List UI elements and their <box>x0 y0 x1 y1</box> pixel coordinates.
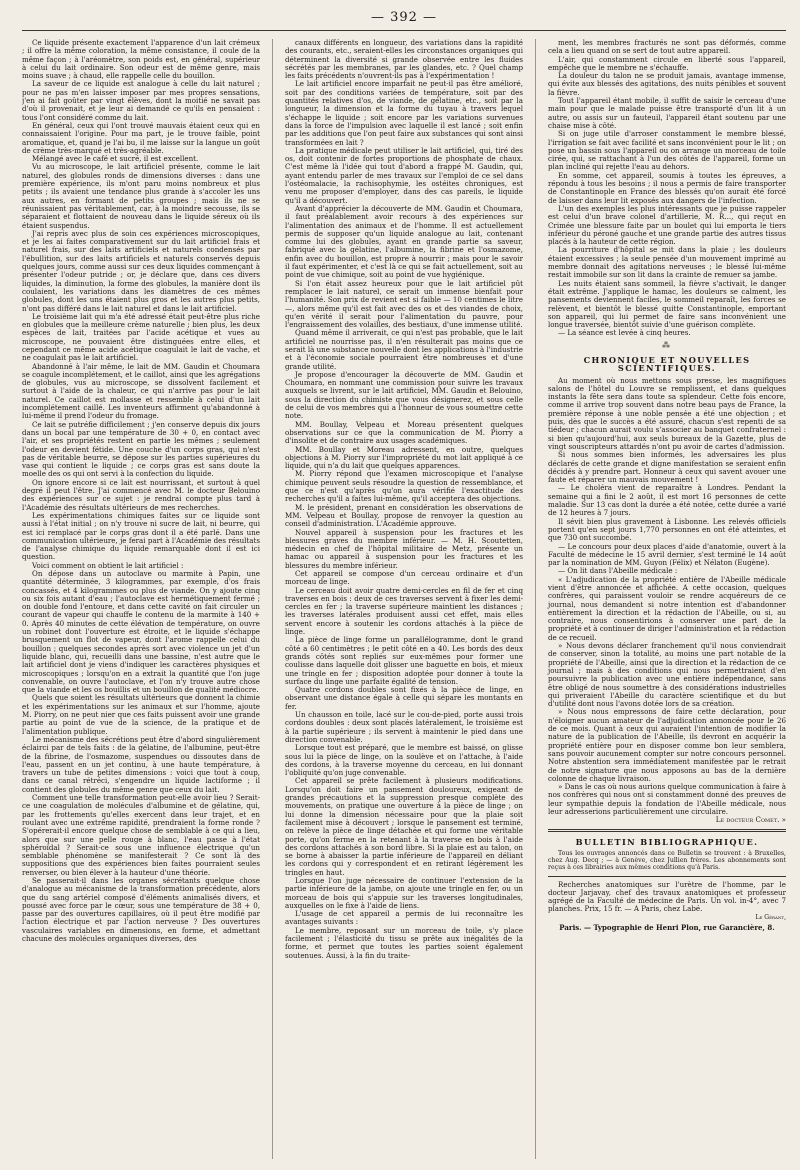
paragraph: Quand même il arriverait, ce qui n'est pas probable, que le lait artificiel ne nourrisse pas, il n'en résulterait pas moins que ce serait là une substance nouvelle dont les applications à l'industrie et à l'économie sociale pourraient être nombreuses et d'une grande utilité. <box>285 328 523 371</box>
paragraph: Se passerait-il dans les organes sécrétants quelque chose d'analogue au mécanisme de la transformation précédente, alors que du sang artériel composé d'éléments animalisés divers, et poussé avec force par le cœur, sous une température de 38 + 0, passe par des ouvertures capillaires, où il peut être modifié par l'action électrique et par l'action nerveuse ? Des ouvertures vasculaires variables en dimensions, en forme, et admettant chacune des molécules organiques diverses, des <box>22 875 260 944</box>
paragraph: Si nous sommes bien informés, les adversaires les plus déclarés de cette grande et digne manifestation se seraient enfin décidés à y prendre part. Honneur à ceux qui savent avouer une faute et réparer un mauvais mouvement ! <box>548 450 786 485</box>
paragraph: La pourriture d'hôpital se mit dans la plaie ; les douleurs étaient excessives ; la seule pensée d'un mouvement imprimé au membre donnait des agitations nerveuses ; le blessé lui-même restait immobile sur son lit dans la crainte de remuer sa jambe. <box>548 245 786 280</box>
paragraph: Vu au microscope, le lait artificiel présente, comme le lait naturel, des globules ronds de dimensions diverses : dans une première expérience, ils m'ont paru moins nombreux et plus petits ; ils avaient une tendance plus grande à s'accoler les uns aux autres, en formant de petits groupes ; mais ils ne se réunissaient pas véritablement, car, à la moindre secousse, ils se séparaient et flottaient de nouveau dans le liquide séreux où ils étaient suspendus. <box>22 162 260 230</box>
paragraph: M. Piorry répond que l'examen microscopique et l'analyse chimique peuvent seuls résoudre la question de ressemblance, et que ce n'est qu'après qu'on aura vérifié l'exactitude des recherches qu'il a faites lui-même, qu'il acceptera des objections. <box>285 469 523 504</box>
paragraph: Je propose d'encourager la découverte de MM. Gaudin et Choumara, en nommant une commission pour suivre les travaux auxquels se livrent, sur le lait artificiel, MM. Gaudin et Belouino, sous la direction du chimiste que vous désignerez, et sous celle de celui de vos membres qui a l'honneur de vous soumettre cette note. <box>285 369 523 421</box>
paragraph: Le troisième lait qui m'a été adressé était peut-être plus riche en globules que la meilleure crème naturelle ; bien plus, les deux espèces de lait, traitées par l'acide acétique et vues au microscope, ne pouvaient être distinguées entre elles, et cependant ce même acide acétique coagulait le lait de vache, et ne coagulait pas le lait artificiel. <box>22 311 260 363</box>
paragraph: Lorsque l'on juge nécessaire de continuer l'extension de la partie inférieure de la jambe, on ajoute une tringle en fer, ou un morceau de bois qui s'appuie sur les traverses longitudinales, auxquelles on le fixe à l'aide de liens. <box>285 875 523 910</box>
paragraph: Au moment où nous mettons sous presse, les magnifiques salons de l'hôtel du Louvre se remplissent, et dans quelques instants la fête sera dans toute sa splendeur. Cette fois encore, comme il arrive trop souvent dans notre beau pays de France, la première réponse à une noble pensée a été une objection ; et puis, dès que le succès a été assuré, chacun s'est repenti de sa tiédeur ; chacun aurait voulu s'associer au banquet confraternel : si bien qu'aujourd'hui, aux seuls bureaux de la Gazette, plus de vingt souscripteurs attardés n'ont pu avoir de cartes d'admission. <box>548 375 786 451</box>
paragraph: — Le choléra vient de reparaître à Londres. Pendant la semaine qui a fini le 2 août, il est mort 16 personnes de cette maladie. Sur 13 cas dont la durée a été notée, cette durée a varié de 12 heures à 7 jours. <box>548 483 786 518</box>
paragraph: Le mécanisme des sécrétions peut être d'abord singulièrement éclairci par de tels faits : de la gélatine, de l'albumine, peut-être de la fibrine, de l'osmazome, suspendues ou dissoutes dans de l'eau, passent en un jet continu, à une haute température, à travers un tube de petites dimensions : voici que tout à coup, dans ce canal rétréci, s'engendre un liquide lactiforme ; il contient des globules du même genre que ceux du lait. <box>22 734 260 794</box>
bulletin-notice: Tous les ouvrages annoncés dans ce Bulletin se trouvent : à Bruxelles, chez Aug. Decq ; — à Genève, chez Jullien frères. Les abonnements sont reçus à ces librairies aux mêmes conditions qu'à Paris. <box>548 849 786 872</box>
paragraph: MM. Boullay et Moreau adressent, en outre, quelques objections à M. Piorry sur l'impropriété du mot lait appliqué à ce liquide, qui n'a du lait que quelques apparences. <box>285 444 523 471</box>
paragraph: Mélangé avec le café et sucré, il est excellent. <box>32 154 199 164</box>
paragraph: Le membre, reposant sur un morceau de toile, s'y place facilement ; l'élasticité du tissu se prête aux inégalités de la forme, et permet que toutes les parties soient également soutenues. Aussi, à la fin du traite- <box>285 925 523 960</box>
paragraph: Quels que soient les résultats ultérieurs que donnent la chimie et les expérimentations sur les animaux et sur l'homme, ajoute M. Piorry, on ne peut nier que ces faits puissent avoir une grande partie au point de vue de la science, de la pratique et de l'alimentation publique. <box>22 693 260 736</box>
paragraph: En somme, cet appareil, soumis à toutes les épreuves, a répondu à tous les besoins ; il nous a permis de faire transporter de Constantinople en France des blessés qu'on aurait été forcé de laisser dans leur lit exposés aux dangers de l'infection. <box>548 170 786 205</box>
printer-line: Paris. — Typographie de Henri Plon, rue Garancière, 8. <box>559 923 775 932</box>
paragraph: — Le concours pour deux places d'aide d'anatomie, ouvert à la Faculté de médecine le 15 avril dernier, s'est terminé le 14 août par la nomination de MM. Guyon (Félix) et Nélaton (Eugène). <box>548 541 786 568</box>
paragraph: L'un des exemples les plus intéressants que je puisse rappeler est celui d'un brave colonel d'artillerie, M. R..., qui reçut en Crimée une blessure faite par un boulet qui lui emporta le tiers inférieur du péroné gauche et une grande partie des autres tissus placés à la hauteur de cette région. <box>548 203 786 247</box>
paragraph: L'air, qui constamment circule en liberté sous l'appareil, empêche que le membre ne s'échauffe. <box>548 54 786 72</box>
paragraph: Abandonné à l'air même, le lait de MM. Gaudin et Choumara se coagule incomplétement, et le caillot, ainsi que les agrégations de globules, vus au microscope, se dissolvent facilement et surtout à l'aide de la chaleur, ce qui n'arrive pas pour le lait naturel. Ce caillot est mollasse et ressemble à celui d'un lait incomplétement caillé. Les inventeurs affirment qu'abandonné à lui-même il prend l'odeur du fromage. <box>22 361 260 421</box>
column-3 <box>535 39 786 1159</box>
paragraph: » Nous nous empressons de faire cette déclaration, pour n'éloigner aucun amateur de l'adjudication annoncée pour le 26 de ce mois. Quant à ceux qui auraient l'intention de modifier la nature de la publication de l'Abeille, ils devront en acquérir la propriété entière pour en disposer comme bon leur semblera, sans pouvoir aucunement compter sur notre concours personnel. Notre abstention sera immédiatement manifestée par le retrait de notre signature que nous apposons au bas de la dernière colonne de chaque livraison. <box>548 707 786 783</box>
paragraph: On ignore encore si ce lait est nourrissant, et surtout à quel degré il peut l'être. J'ai commencé avec M. le docteur Belouino des expériences sur ce sujet : je rendrai compte plus tard à l'Académie des résultats ultérieurs de mes recherches. <box>22 477 260 512</box>
chronique-title: CHRONIQUE ET NOUVELLES SCIENTIFIQUES. <box>583 354 751 374</box>
column-1 <box>22 39 260 1159</box>
paragraph: Ce lait se putréfie difficilement ; j'en conserve depuis dix jours dans un bocal par une température de 30 + 0, en contact avec l'air, et ses propriétés restent en partie les mêmes ; seulement l'odeur en devient fétide. Une couche d'un corps gras, qui n'est pas de véritable beurre, se dépose sur les parties supérieures du vase qui contient le liquide ; ce corps gras est sans doute la moelle des os qui ont servi à la confection du liquide. <box>22 419 260 479</box>
paragraph: La douleur du talon ne se produit jamais, avantage immense, qui évite aux blessés des agitations, des nuits pénibles et souvent la fièvre. <box>548 71 786 97</box>
column-3-article-end <box>548 39 786 338</box>
paragraph: Cet appareil se compose d'un cerceau ordinaire et d'un morceau de linge. <box>285 569 523 587</box>
bulletin-title: BULLETIN BIBLIOGRAPHIQUE. <box>575 836 759 847</box>
paragraph: » Dans le cas où nous aurions quelque communication à faire à nos confrères qui nous ont si constamment donné des preuves de leur sympathie depuis la fondation de l'Abeille médicale, nous leur adresserions particulièrement une circulaire. <box>548 782 786 817</box>
paragraph: On dépose dans un autoclave ou marmite à Papin, une quantité déterminée, 3 kilogrammes, par exemple, d'os frais concassés, et 4 kilogrammes ou plus de viande. On y ajoute cinq ou six fois autant d'eau ; l'autoclave est hermétiquement fermé ; on double fond l'entoure, et dans cette cavité on fait circuler un courant de vapeur qui chauffe le contenu de la marmite à 140 + 0. Après 40 minutes de cette élévation de température, on ouvre un robinet dont l'ouverture est étroite, et le liquide s'échappe brusquement un flot de vapeur, dont l'arome rappelle celui du bouillon ; quelques secondes après sort avec violence un jet d'un liquide blanc, qui, recueilli dans une bassine, n'est autre que le lait artificiel dont je viens d'indiquer les caractères physiques et microscopiques ; lorsqu'on en a extrait la quantité que l'on juge convenable, on ouvre l'autoclave, et l'on n'y trouve autre chose que la viande et les os bouillis et un bouillon de qualité médiocre. <box>22 569 260 695</box>
paragraph: Quatre cordons doubles sont fixés à la pièce de linge, en observant une distance égale à celle qui sépare les montants en fer. <box>285 685 523 711</box>
paragraph: canaux différents en longueur, des variations dans la rapidité des courants, etc., seraient-elles les circonstances organiques qui déterminent la diversité si grande observée entre les fluides sécrétés par les membranes, par les glandes, etc. ? Quel champ les faits précédents n'ouvrent-ils pas à l'expérimentation ! <box>285 39 523 81</box>
section-separator: ⁂ <box>662 340 672 350</box>
paragraph: — On lit dans l'Abeille médicale : <box>558 566 678 576</box>
paragraph: En général, ceux qui l'ont trouvé mauvais étaient ceux qui en connaissaient l'origine. Pour ma part, je le trouve faible, point aromatique, et, quand je l'ai bu, il me laisse sur la langue un goût de crème très-marqué et très-agréable. <box>22 120 260 155</box>
paragraph: Le lait artificiel encore imparfait ne peut-il pas être amélioré, soit par des conditions variées de température, soit par des quantités relatives d'os, de viande, de gélatine, etc., soit par la longueur, la dimension et la forme du tuyau à travers lequel s'échappe le liquide ; soit encore par les variations survenues dans la force de l'impulsion avec laquelle il est lancé ; soit enfin par les additions que l'on peut faire aux substances qui sont ainsi transformées en lait ? <box>285 79 523 147</box>
paragraph: Un chausson en toile, lacé sur le cou-de-pied, porte aussi trois cordons doubles : deux sont placés latéralement, le troisième est à la partie supérieure ; ils servent à maintenir le pied dans une direction convenable. <box>285 710 523 744</box>
paragraph: Lorsque tout est préparé, que le membre est baissé, on glisse sous lui la pièce de linge, on la soulève et on l'attache, à l'aide des cordons, à la traverse moyenne du cerceau, en lui donnant l'obliquité qu'on juge convenable. <box>285 743 523 778</box>
paragraph: L'usage de cet appareil a permis de lui reconnaître les avantages suivants : <box>285 909 523 927</box>
paragraph: Il sévit bien plus gravement à Lisbonne. Les relevés officiels portent qu'en sept jours 1,770 personnes en ont été atteintes, et que 730 ont succombé. <box>548 516 786 543</box>
paragraph: La pratique médicale peut utiliser le lait artificiel, qui, tiré des os, doit contenir de fortes proportions de phosphate de chaux. C'est même là l'idée qui tout d'abord a frappé M. Gaudin, qui, ayant entendu parler de mes travaux sur l'emploi de ce sel dans l'ostéomalacie, la rachisophymie, les ostéites chroniques, est venu me proposer d'employer, dans des cas pareils, le liquide qu'il a découvert. <box>285 145 523 205</box>
paragraph: M. le président, prenant en considération les observations de MM. Velpeau et Boullay, propose de renvoyer la question au conseil d'administration. L'Académie approuve. <box>285 502 523 529</box>
paragraph: Cet appareil se prête facilement à plusieurs modifications. Lorsqu'on doit faire un pansement douloureux, exigeant de grandes précautions et la suppression presque complète des mouvements, on pratique une ouverture à la pièce de linge ; on lui donne la dimension nécessaire pour que la plaie soit facilement mise à découvert ; lorsque le pansement est terminé, on relève la pièce de linge détachée et qui forme une véritable porte, qu'on ferme en la retenant à la traverse en bois à l'aide des cordons attachés à son bord libre. Si la plaie est au talon, on se borne à abaisser la partie inférieure de l'appareil en déliant les cordons qui y correspondent et en retirant légèrement les tringles en haut. <box>285 776 523 877</box>
chronique-signature: Le docteur Comet. » <box>715 815 786 825</box>
paragraph: Nouvel appareil à suspension pour les fractures et les blessures graves du membre inférieur. — M. H. Scoutetten, médecin en chef de l'hôpital militaire de Metz, présente un hamac ou appareil à suspension pour les fractures et les blessures du membre inférieur. <box>285 527 523 570</box>
bulletin-entry: Recherches anatomiques sur l'urètre de l'homme, par le docteur Jarjavay, chef des travaux anatomiques et professeur agrégé de la Faculté de médecine de Paris. Un vol. in-4°, avec 7 planches. Prix, 15 fr. — A Paris, chez Labé. <box>548 879 786 914</box>
paragraph: Comment une telle transformation peut-elle avoir lieu ? Serait-ce une coagulation de molécules d'albumine et de gélatine, qui, par les frottements qu'elles exercent dans leur trajet, et en roulant avec une extrême rapidité, prendraient la forme ronde ? S'opérerait-il encore quelque chose de semblable à ce qui a lieu, alors que sur une pelle rouge à blanc, l'eau passe à l'état sphéroïdal ? Serait-ce sous une influence électrique qu'un semblable phénomène se manifesterait ? Ce sont là des suppositions que des expériences bien faites pourraient seules renverser, ou bien élever à la hauteur d'une théorie. <box>22 793 260 877</box>
text-columns <box>22 39 786 1159</box>
paragraph: La pièce de linge forme un parallélogramme, dont le grand côté a 60 centimètres ; le petit côté en a 40. Les bords des deux grands côtés sont repliés sur eux-mêmes pour former une coulisse dans laquelle doit glisser une baguette en bois, et mieux une tringle en fer ; disposition adoptée pour donner à toute la surface du linge une parfaite égalité de tension. <box>285 635 523 686</box>
paragraph: Ce liquide présente exactement l'apparence d'un lait crémeux ; il offre la même coloration, la même consistance, il coule de la même façon ; à l'aréomètre, son poids est, en général, supérieur à celui du lait ordinaire. Son odeur est de même genre, mais moins suave ; à chaud, elle rappelle celle du bouillon. <box>22 39 260 81</box>
paragraph: Voici comment on obtient le lait artificiel : <box>32 560 184 570</box>
paragraph: « L'adjudication de la propriété entière de l'Abeille médicale vient d'être annoncée et affichée. A cette occasion, quelques confrères, qui paraissent vouloir se rendre acquéreurs de ce journal, nous demandent si notre intention est d'abandonner entièrement la direction et la rédaction de l'Abeille, ou si, au contraire, nous consentirions à conserver une part de la propriété et à continuer de diriger l'administration et la rédaction de ce recueil. <box>548 574 786 642</box>
paragraph: Si l'on était assez heureux pour que le lait artificiel pût remplacer le lait naturel, ce serait un immense bienfait pour l'humanité. Son prix de revient est si faible — 10 centimes le litre —, alors même qu'il est fait avec des os et des viandes de choix, qu'en vérité il serait pour l'alimentation du pauvre, pour l'engraissement des volailles, des bestiaux, d'une immense utilité. <box>285 278 523 330</box>
paragraph: La saveur de ce liquide est analogue à celle du lait naturel ; pour ne pas m'en laisser imposer par mes propres sensations, j'en ai fait goûter par vingt élèves, dont la moitié ne savait pas d'où il provenait, et je leur ai demandé ce qu'ils en pensaient : tous l'ont considéré comme du lait. <box>22 79 260 122</box>
page-number: — 392 — <box>370 10 438 25</box>
bulletin-rule <box>548 876 786 877</box>
paragraph: » Nous devons déclarer franchement qu'il nous conviendrait de conserver, sinon la totalité, au moins une part notable de la propriété de l'Abeille, ainsi que la direction et la rédaction de ce journal ; mais à des conditions qui nous permettraient d'en poursuivre la publication avec une entière indépendance, sans être obligé de nous soumettre à des considérations industrielles qui priveraient l'Abeille du caractère scientifique et du but d'utilité dont nous l'avons dotée lors de sa création. <box>548 641 786 709</box>
column-2 <box>272 39 523 1159</box>
paragraph: Le cerceau doit avoir quatre demi-cercles en fil de fer et cinq traverses en bois : deux de ces traverses servent à fixer les demi-cercles en fer ; la traverse supérieure maintient les distances ; les traverses latérales produisent aussi cet effet, mais elles servent encore à soutenir les cordons attachés à la pièce de linge. <box>285 585 523 637</box>
page-header <box>22 8 786 31</box>
paragraph: Tout l'appareil étant mobile, il suffit de saisir le cerceau d'une main pour que le malade puisse être transporté d'un lit à un autre, ou assis sur un fauteuil, l'appareil étant soutenu par une chaise mise à côté. <box>548 96 786 130</box>
gerant-label: Le Gérant, <box>755 913 786 921</box>
paragraph: Si on juge utile d'arroser constamment le membre blessé, l'irrigation se fait avec facilité et sans inconvénient pour le lit ; on pose un bassin sous l'appareil ou on arrange un morceau de toile cirée, qui, se rattachant à l'un des côtés de l'appareil, forme un plan incliné qui rejette l'eau au dehors. <box>548 129 786 172</box>
paragraph: J'ai repris avec plus de soin ces expériences microscopiques, et je les ai faites comparativement sur du lait artificiel frais et naturel frais, sur des laits artificiels et naturels condensés par l'ébullition, sur des laits artificiels et naturels conservés depuis quelques jours, comme aussi sur ces deux liquides commençant à présenter l'odeur putride ; or, je déclare que, dans ces divers liquides, la diminution, la forme des globules, la manière dont ils coulaient, les variations dans les diamètres de ces mêmes globules, dont les uns étaient plus gros et les autres plus petits, n'ont pas différé dans le lait naturel et dans le lait artificiel. <box>22 228 260 313</box>
paragraph: Les expérimentations chimiques faites sur ce liquide sont aussi à l'état initial ; on n'y trouve ni sucre de lait, ni beurre, qui est ici remplacé par le corps gras dont il a été parlé. Dans une communication ultérieure, je ferai part à l'Académie des résultats de l'analyse chimique du liquide remarquable dont il est ici question. <box>22 510 260 562</box>
paragraph: MM. Boullay, Velpeau et Moreau présentent quelques observations sur ce que la communication de M. Piorry a d'insolite et de contraire aux usages académiques. <box>285 419 523 446</box>
paragraph: Avant d'apprécier la découverte de MM. Gaudin et Choumara, il faut préalablement avoir recours à des expériences sur l'alimentation des animaux et de l'homme. Il est actuellement permis de supposer qu'un liquide analogue au lait, contenant comme lui des globules, ayant en grande partie sa saveur, fabriqué avec la gélatine, l'albumine, la fibrine et l'osmazome, enfin avec du bouillon, est propre à nourrir ; mais pour le savoir il faut expérimenter, et c'est là ce qui se fait actuellement, soit au point de vue chimique, soit au point de vue hygiénique. <box>285 203 523 280</box>
section-rule <box>548 829 786 832</box>
paragraph: — La séance est levée à cinq heures. <box>558 328 691 338</box>
paragraph: Les nuits étaient sans sommeil, la fièvre s'activait, le danger était extrême. J'applique le hamac, les douleurs se calment, les pansements deviennent faciles, le sommeil reparaît, les forces se relèvent, et bientôt le blessé quitte Constantinople, emportant son appareil, qui lui permet de faire sans inconvénient une longue traversée, bientôt suivie d'une guérison complète. <box>548 278 786 330</box>
chronique-body <box>548 377 786 817</box>
paragraph: ment, les membres fracturés ne sont pas déformés, comme cela a lieu quand on se sert de tout autre appareil. <box>548 39 786 56</box>
